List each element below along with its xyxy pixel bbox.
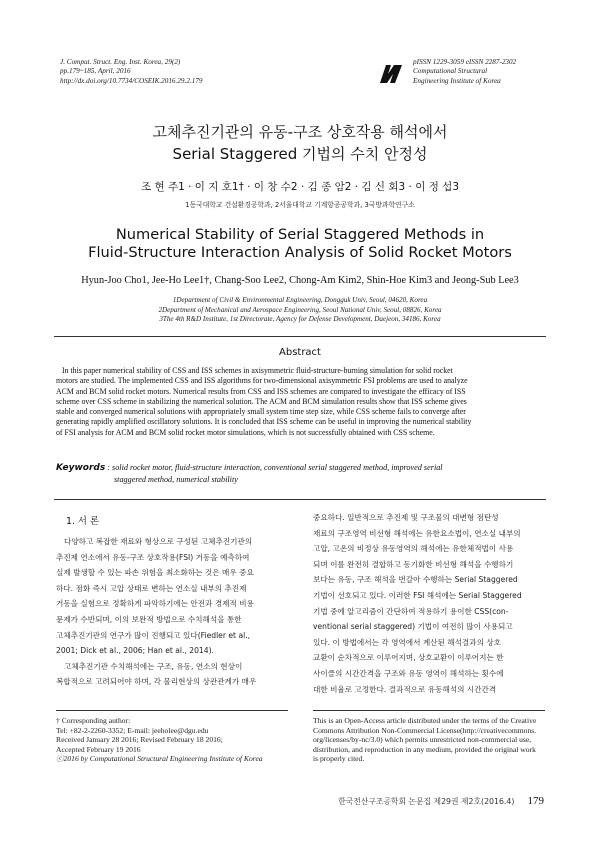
body-line: 거동을 실험으로 정확하게 파악하기에는 안전과 경제적 비용 bbox=[56, 599, 254, 609]
page-range: pp.179~185, April, 2016 bbox=[60, 67, 131, 76]
abstract-line: In this paper numerical stability of CSS and ISS schemes in axisymmetric fluid-structure-burning simulation for solid rocket bbox=[62, 366, 453, 375]
abstract-body bbox=[56, 366, 544, 438]
abstract-line: motors are studied. The implemented CSS and ISS algorithms for two-dimensional axisymmetric FSI problems are used to analyze bbox=[56, 376, 468, 386]
footer-journal: 한국전산구조공학회 논문집 제29권 제2호(2016.4) bbox=[338, 797, 515, 806]
footnote-right bbox=[313, 716, 536, 764]
body-line: 교환이 순차적으로 이루어지며, 상호교환이 이루어지는 한 bbox=[313, 653, 504, 663]
keywords bbox=[56, 462, 546, 486]
body-line: 기법이 선호되고 있다. 이러한 FSI 해석에는 Serial Staggered bbox=[313, 590, 522, 600]
journal-header-left bbox=[60, 58, 202, 86]
body-line: 고압, 고온의 비정상 유동영역의 해석에는 유한체적법이 사용 bbox=[313, 544, 514, 554]
journal-header-right bbox=[413, 58, 516, 86]
issn: pISSN 1229-3059 eISSN 2287-2302 bbox=[413, 58, 517, 66]
english-authors: Hyun-Joo Cho1, Jee-Ho Lee1†, Chang-Soo Lee2, Chong-Am Kim2, Shin-Hoe Kim3 and Jeong-Sub Lee3 bbox=[81, 275, 519, 286]
affiliation-1: 1Department of Civil & Environmental Engineering, Dongguk Univ, Seoul, 04620, Korea bbox=[172, 296, 428, 304]
contact-info: Tel: +82-2-2260-3352; E-mail: jeeholee@dgu.edu bbox=[56, 725, 209, 735]
abstract-line: stable and converged numerical solutions with appropriately small system time step size, while CSS scheme fails to converge after bbox=[56, 407, 466, 416]
body-line: 고체추진기관 수치해석에는 구조, 유동, 연소의 현상이 bbox=[64, 661, 243, 671]
korean-affiliations: 1동국대학교 건설환경공학과, 2서울대학교 기계항공공학과, 3국방과학연구소 bbox=[185, 201, 415, 209]
left-column-text bbox=[56, 534, 288, 690]
english-title-line1: Numerical Stability of Serial Staggered Methods in bbox=[115, 226, 485, 243]
keywords-label: Keywords bbox=[56, 463, 106, 473]
body-line: 고체추진기관의 연구가 많이 진행되고 있다(Fiedler et al., bbox=[56, 630, 251, 640]
english-title-line2: Fluid-Structure Interaction Analysis of Solid Rocket Motors bbox=[88, 244, 512, 261]
license-line: is properly cited. bbox=[313, 754, 365, 764]
korean-authors: 조 현 주1 · 이 지 호1† · 이 창 수2 · 김 종 암2 · 김 신 회3 · 이 정 섭3 bbox=[140, 181, 460, 193]
abstract-top-rule bbox=[54, 336, 546, 337]
corresponding-author: † Corresponding author: bbox=[56, 716, 131, 725]
keywords-line1: : solid rocket motor, fluid-structure interaction, conventional serial staggered method, improved serial bbox=[107, 463, 443, 472]
footnote-left bbox=[56, 716, 263, 764]
cosiek-logo-icon bbox=[378, 64, 404, 84]
license-line: org/licenses/by-nc/3.0) which permits unrestricted non-commercial use, bbox=[313, 735, 532, 745]
body-line: 있다. 이 방법에서는 각 영역에서 계산된 해석결과의 상호 bbox=[313, 637, 502, 647]
body-line: 추진제 연소에서 유동-구조 상호작용(FSI) 거동을 예측하여 bbox=[56, 552, 250, 562]
journal-citation: J. Comput. Struct. Eng. Inst. Korea, 29(2) bbox=[60, 58, 181, 66]
body-line: 다양하고 복잡한 재료와 형상으로 구성된 고체추진기관의 bbox=[64, 537, 253, 546]
body-line: 사이클의 시간간격을 구조와 유동 영역이 해석하는 횟수에 bbox=[313, 668, 504, 678]
abstract-line: generating rapidly amplified oscillatory solutions. It is concluded that ISS scheme can be useful in improving the numerical stability bbox=[56, 417, 472, 427]
publisher-line2: Engineering Institute of Korea bbox=[413, 76, 501, 85]
keywords-bottom-rule bbox=[54, 499, 546, 500]
korean-title-line1: 고체추진기관의 유동-구조 상호작용 해석에서 bbox=[152, 123, 448, 141]
right-column-text bbox=[313, 510, 545, 697]
accepted-date: Accepted February 19 2016 bbox=[56, 744, 141, 754]
page-number: 179 bbox=[527, 795, 544, 807]
section-heading-intro: 1. 서 론 bbox=[66, 516, 100, 527]
abstract-line: ACM and BCM solid rocket motors. Numerical results from CSS and ISS schemes are compared to investigate the efficacy of ISS bbox=[56, 386, 466, 396]
footnote-rule-right bbox=[313, 710, 545, 711]
affiliation-2: 2Department of Mechanical and Aerospace Engineering, Seoul National Univ, Seoul, 08826, Korea bbox=[158, 305, 442, 314]
copyright: ⓒ2016 by Computational Structural Engineering Institute of Korea bbox=[56, 754, 263, 764]
abstract-heading: Abstract bbox=[279, 347, 321, 358]
doi-link[interactable]: http://dx.doi.org/10.7734/COSEIK.2016.29.2.179 bbox=[60, 76, 203, 85]
body-line: 재료의 구조영역 비선형 해석에는 유한요소법이, 연소실 내부의 bbox=[313, 528, 521, 538]
english-affiliations bbox=[0, 296, 600, 325]
keywords-line2: staggered method, numerical stability bbox=[114, 475, 238, 484]
body-line: 복합적으로 고려되어야 하며, 각 물리현상의 상관관계가 매우 bbox=[56, 677, 257, 687]
body-line: 2001; Dick et al., 2006; Han et al., 2014). bbox=[56, 646, 214, 656]
body-line: 되며 이를 완전히 결합하고 동기화한 비선형 해석을 수행하기 bbox=[313, 559, 514, 569]
body-line: 보다는 유동, 구조 해석을 번갈아 수행하는 Serial Staggered bbox=[313, 575, 518, 585]
body-line: 대한 비율로 고정한다. 결과적으로 유동해석의 시간간격 bbox=[313, 684, 497, 694]
page-footer bbox=[338, 789, 544, 808]
body-line: 실제 발생할 수 있는 파손 위험을 최소화하는 것은 매우 중요 bbox=[56, 568, 254, 578]
body-line: 기법 중에 알고리즘이 간단하여 적용하기 용이한 CSS(con- bbox=[313, 606, 509, 616]
body-line: 하다. 점화 즉시 고압 상태로 변하는 연소실 내부의 추진제 bbox=[56, 583, 247, 593]
footnote-rule-left bbox=[56, 710, 288, 711]
received-date: Received January 28 2016; Revised February 18 2016; bbox=[56, 735, 223, 745]
korean-title-line2: Serial Staggered 기법의 수치 안정성 bbox=[172, 145, 428, 163]
body-line: 중요하다. 일반적으로 추진제 및 구조물의 대변형 점탄성 bbox=[313, 513, 499, 522]
affiliation-3: 3The 4th R&D Institute, 1st Directorate, Agency for Defense Development, Daejeon, 34186, Korea bbox=[159, 315, 441, 324]
abstract-line: scheme over CSS scheme in stabilizing the numerical solution. The ACM and BCM simulation results show that ISS scheme gives bbox=[56, 396, 467, 406]
abstract-line: of FSI analysis for ACM and BCM solid rocket motor simulations, which is not successfully obtained with CSS scheme. bbox=[56, 427, 435, 437]
license-line: This is an Open-Access article distributed under the terms of the Creative bbox=[313, 716, 537, 725]
license-line: distribution, and reproduction in any medium, provided the original work bbox=[313, 744, 536, 754]
license-line: Commons Attribution Non-Commercial License(http://creativecommons. bbox=[313, 725, 537, 735]
body-line: ventional serial staggered) 기법이 여전히 많이 사용되고 bbox=[313, 622, 513, 632]
publisher-line1: Computational Structural bbox=[413, 67, 488, 76]
body-line: 문제가 수반되며, 이의 보완적 방법으로 수치해석을 통한 bbox=[56, 614, 242, 624]
